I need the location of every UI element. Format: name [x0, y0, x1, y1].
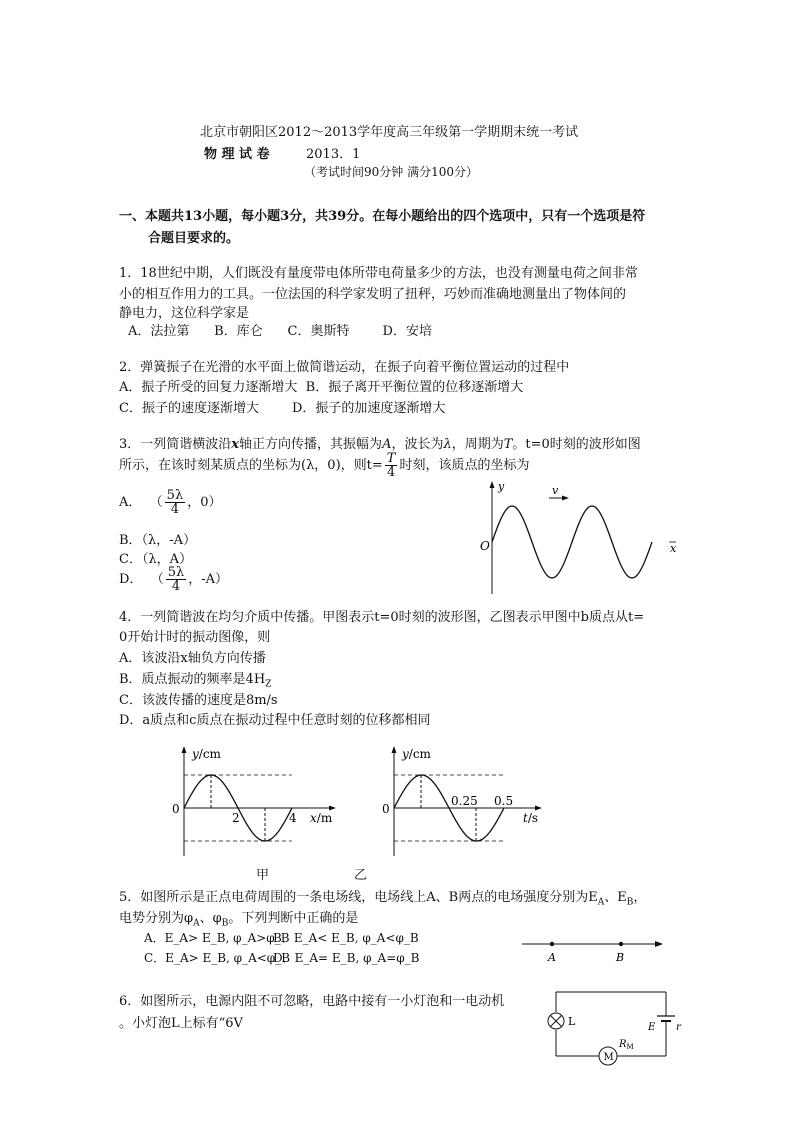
q3-wave-figure [470, 478, 685, 596]
q4-option-b: B．质点振动的频率是$4H_Z$ [119, 672, 272, 690]
q5-label-b: B [616, 951, 625, 964]
q4-yi-origin: 0 [382, 802, 390, 816]
q4-yi-y-arrow [392, 746, 397, 753]
q4-jia-x-label: x/m [310, 811, 333, 825]
q3-option-d: D． （ $\frac{5\lambda}{4}$ ，-A） [119, 565, 229, 594]
q3-line1: 3．一列简谐横波沿x轴正方向传播，其振幅为A，波长为λ，周期为T。t=0时刻的波形如图 [119, 437, 641, 452]
q3-option-c: C．（λ，A） [119, 552, 193, 567]
q5-option-d: D．E_A= E_B, φ_A=φ_B [273, 951, 420, 965]
exam-note: （考试时间90分钟 满分100分） [304, 165, 478, 179]
q3-line2: 所示，在该时刻某质点的坐标为(λ，0)，则t= $\frac{T}{4}$ 时刻，该质点的坐标为 [119, 451, 530, 480]
q1-line3: 静电力，这位科学家是 [119, 306, 250, 321]
q5-option-c: C．E_A> E_B, φ_A<φ_B [144, 951, 291, 965]
q5-field-line-figure [518, 936, 668, 966]
q3-option-a: A． （ $\frac{5\lambda}{4}$ ，0） [119, 488, 222, 517]
q5-label-a: A [548, 951, 556, 964]
q6-lamp-label: L [568, 1015, 576, 1028]
exam-subject: 物 理 试 卷 [204, 147, 270, 162]
q4-option-d: D．a质点和c质点在振动过程中任意时刻的位移都相同 [119, 713, 431, 728]
q4-figure-jia [170, 742, 340, 860]
section1-line1: 一、本题共13小题，每小题3分，共39分。在每小题给出的四个选项中，只有一个选项是符 [119, 209, 646, 224]
q5-option-a: A．E_A> E_B, φ_A>φ_B [144, 931, 290, 945]
q2-options-cd: C．振子的速度逐渐增大 D．振子的加速度逐渐增大 [119, 401, 446, 416]
q5-point-b [619, 942, 623, 946]
q4-caption-jia: 甲 [256, 868, 270, 883]
q5-field-arrow [655, 941, 663, 947]
q3-y-arrow [490, 481, 495, 488]
q3-velocity-label: v [552, 484, 559, 497]
q2-stem: 2．弹簧振子在光滑的水平面上做简谐运动，在振子向着平衡位置运动的过程中 [119, 360, 570, 375]
q5-point-a [550, 942, 554, 946]
q4-jia-x-arrow [329, 806, 336, 811]
q4-line2: 0开始计时的振动图像，则 [119, 630, 271, 645]
q4-caption-yi: 乙 [354, 868, 368, 883]
q4-jia-tick-4: 4 [289, 811, 297, 825]
q6-motor-label: M [603, 1052, 614, 1063]
q1-line2: 小的相互作用力的工具。一位法国的科学家发明了扭秤，巧妙而准确地测量出了物体间的 [119, 287, 627, 302]
q4-yi-y-label: y/cm [402, 747, 431, 761]
q4-yi-tick-025: 0.25 [451, 794, 478, 808]
q3-x-label: x [670, 542, 677, 555]
q6-motor-resistance-label: $R_M$ [619, 1039, 634, 1051]
q2-options-ab: A．振子所受的回复力逐渐增大 B．振子离开平衡位置的位移逐渐增大 [119, 380, 524, 395]
q4-line1: 4．一列简谐波在均匀介质中传播。甲图表示t=0时刻的波形图，乙图表示甲图中b质点从t= [119, 610, 645, 625]
q6-emf-label: E [648, 1022, 656, 1033]
q4-yi-tick-05: 0.5 [494, 794, 514, 808]
q3-y-label: y [498, 480, 505, 493]
q4-option-a: A．该波沿x轴负方向传播 [119, 651, 266, 666]
q6-line2: 。小灯泡L上标有“6V [119, 1016, 243, 1031]
q1-line1: 1．18世纪中期，人们既没有量度带电体所带电荷量多少的方法，也没有测量电荷之间非常 [119, 266, 638, 281]
q5-line1: 5．如图所示是正点电荷周围的一条电场线，电场线上A、B两点的电场强度分别为$E_A$、$E_B$， [119, 890, 647, 908]
q4-yi-x-label: t/s [523, 811, 539, 825]
q3-velocity-arrowhead [562, 496, 569, 501]
q5-line2: 电势分别为$\varphi_A$、$\varphi_B$。下列判断中正确的是 [119, 911, 359, 929]
section1-line2: 合题目要求的。 [148, 231, 240, 246]
q3-origin-label: O [480, 539, 490, 553]
q5-option-b: B．E_A< E_B, φ_A<φ_B [273, 931, 419, 945]
q4-jia-tick-2: 2 [232, 811, 240, 825]
exam-date: 2013．1 [306, 147, 361, 162]
q6-circuit-figure [540, 984, 680, 1072]
q4-jia-y-label: y/cm [192, 747, 221, 761]
q3-option-b: B．（λ，-A） [119, 533, 197, 548]
q4-jia-y-arrow [182, 746, 187, 753]
q6-line1: 6．如图所示，电源内阻不可忽略，电路中接有一小灯泡和一电动机 [119, 994, 505, 1009]
q3-wave-curve [492, 506, 652, 578]
q4-jia-origin: 0 [172, 802, 180, 816]
exam-title: 北京市朝阳区2012～2013学年度高三年级第一学期期末统一考试 [200, 125, 579, 140]
q4-option-c: C．该波传播的速度是8m/s [119, 693, 278, 708]
q4-figure-yi [378, 742, 548, 860]
q4-yi-x-arrow [535, 806, 542, 811]
q6-internal-r-label: r [676, 1022, 681, 1033]
q1-options: A．法拉第 B．库仑 C．奥斯特 D．安培 [128, 324, 432, 339]
